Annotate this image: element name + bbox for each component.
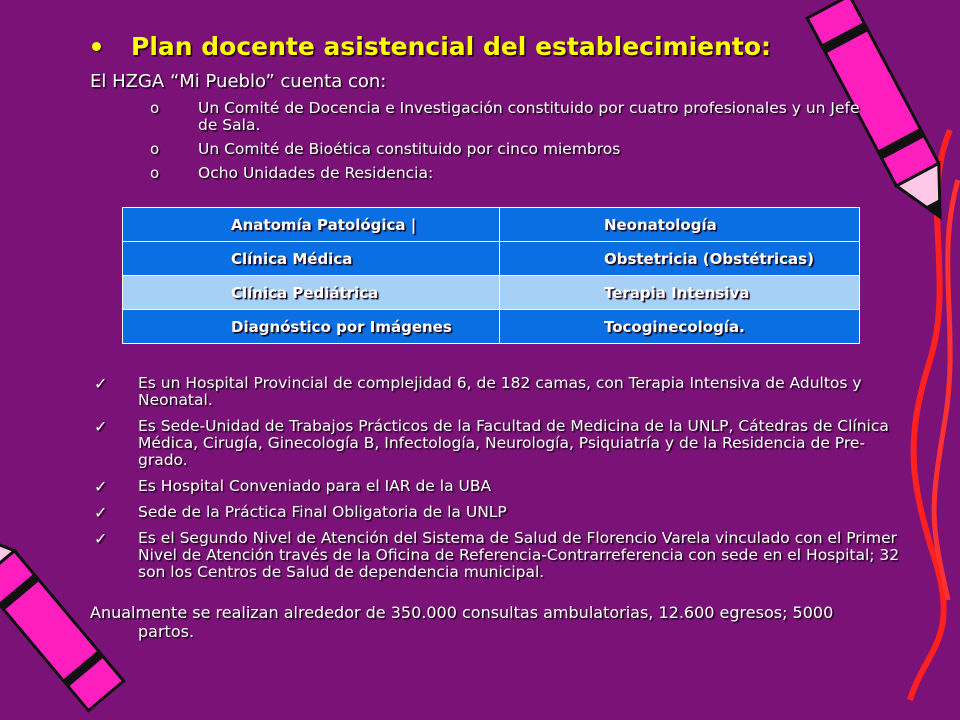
list-item [150,100,875,134]
fact-text: Es un Hospital Provincial de complejidad 6, de 182 camas, con Terapia Intensiva de Adultos y Neonatal. [138,374,862,409]
fact-text: Sede de la Práctica Final Obligatoria de la UNLP [138,503,507,521]
fact-text: Es el Segundo Nivel de Atención del Sistema de Salud de Florencio Varela vinculado con el Primer Nivel de Atención través de la Oficina de Referencia-Contrarreferencia con sede en el Hospital; 32 son los Centros de Salud de dependencia municipal. [138,529,900,581]
list-item [150,165,875,182]
list-item [92,530,907,581]
checkmark-icon: ✓ [94,374,108,393]
title-row [92,32,771,61]
table-cell: Terapia Intensiva [499,276,859,310]
checkmark-icon: ✓ [94,529,108,548]
table-row [123,208,860,242]
checkmark-icon: ✓ [94,477,108,496]
table-cell: Obstetricia (Obstétricas) [499,242,859,276]
table-cell: Neonatología [499,208,859,242]
table-cell: Anatomía Patológica | [123,208,500,242]
annual-stats-line1: Anualmente se realizan alrededor de 350.000 consultas ambulatorias, 12.600 egresos; 5000 [90,603,834,622]
list-item [92,375,907,409]
hospital-facts-list [92,375,907,590]
table-cell: Clínica Médica [123,242,500,276]
table-row [123,276,860,310]
list-item [150,141,875,158]
residency-units-table [122,207,860,344]
committee-list [150,100,875,189]
fact-text: Es Hospital Conveniado para el IAR de la UBA [138,477,492,495]
title-bullet [92,42,101,51]
table-cell: Clínica Pediátrica [123,276,500,310]
committee-text: Un Comité de Bioética constituido por cinco miembros [198,140,621,158]
list-item [92,478,907,495]
list-item [92,504,907,521]
committee-text: Un Comité de Docencia e Investigación constituido por cuatro profesionales y un Jefe de Sala. [198,99,860,134]
annual-stats [90,603,880,641]
committee-text: Ocho Unidades de Residencia: [198,164,434,182]
intro-text: El HZGA “Mi Pueblo” cuenta con: [90,71,387,92]
checkmark-icon: ✓ [94,417,108,436]
annual-stats-line2: partos. [138,622,195,641]
sub-bullet: o [150,164,160,182]
slide-title: Plan docente asistencial del establecimiento: [131,32,772,61]
table-cell: Diagnóstico por Imágenes [123,310,500,344]
sub-bullet: o [150,99,160,117]
checkmark-icon: ✓ [94,503,108,522]
table-cell: Tocoginecología. [499,310,859,344]
list-item [92,418,907,469]
fact-text: Es Sede-Unidad de Trabajos Prácticos de la Facultad de Medicina de la UNLP, Cátedras de Clínica Médica, Cirugía, Ginecología B, Infectología, Neurología, Psiquiatría y de la Residencia de Pre-grado. [138,417,889,469]
table-row [123,310,860,344]
sub-bullet: o [150,140,160,158]
table-row [123,242,860,276]
